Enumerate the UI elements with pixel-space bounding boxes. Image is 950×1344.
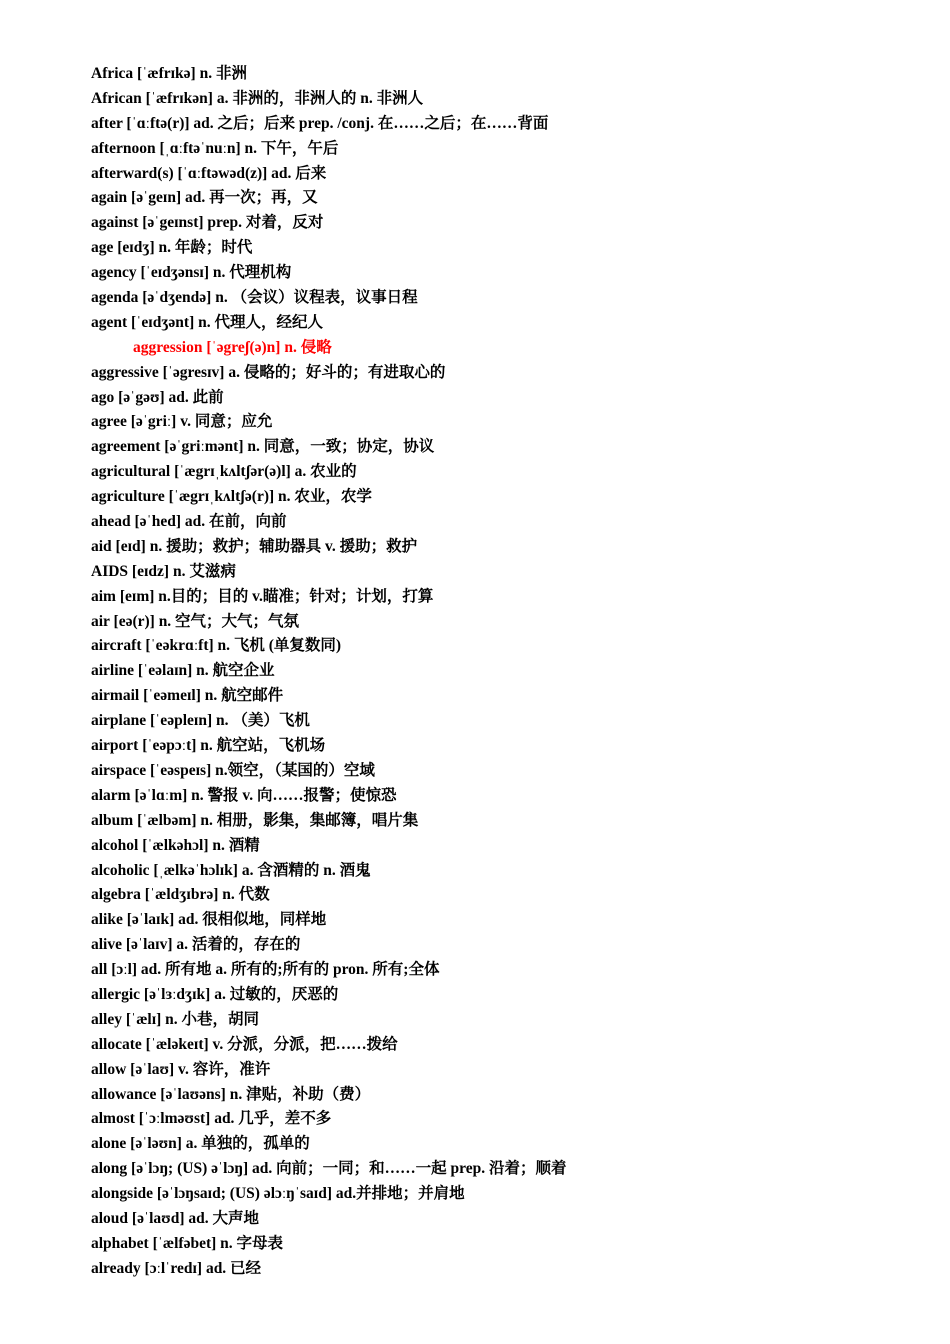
vocabulary-entry: allergic [əˈlɜːdʒɪk] a. 过敏的，厌恶的 [91, 985, 339, 1003]
vocabulary-entry: age [eɪdʒ] n. 年龄；时代 [91, 239, 253, 257]
vocabulary-entry: almost [ˈɔːlməʊst] ad. 几乎，差不多 [91, 1110, 332, 1128]
vocabulary-entry: all [ɔːl] ad. 所有地 a. 所有的;所有的 pron. 所有;全体 [91, 961, 440, 979]
vocabulary-entry: ahead [əˈhed] ad. 在前，向前 [91, 513, 287, 531]
vocabulary-entry: alley [ˈælɪ] n. 小巷，胡同 [91, 1010, 260, 1028]
vocabulary-entry: ago [əˈgəʊ] ad. 此前 [91, 388, 224, 406]
vocabulary-entry-highlighted: aggression [ˈəgreʃ(ə)n] n. 侵略 [133, 338, 332, 356]
vocabulary-entry: agree [əˈgriː] v. 同意；应允 [91, 413, 273, 431]
vocabulary-entry: alone [əˈləʊn] a. 单独的，孤单的 [91, 1135, 310, 1153]
vocabulary-entry: again [əˈgeɪn] ad. 再一次；再，又 [91, 189, 318, 207]
vocabulary-entry: afterward(s) [ˈɑːftəwəd(z)] ad. 后来 [91, 164, 327, 182]
vocabulary-entry: agriculture [ˈægrɪˌkʌltʃə(r)] n. 农业，农学 [91, 488, 372, 506]
vocabulary-entry: aim [eɪm] n.目的；目的 v.瞄准；针对；计划，打算 [91, 587, 434, 605]
vocabulary-entry: alive [əˈlaɪv] a. 活着的，存在的 [91, 936, 301, 954]
vocabulary-entry: algebra [ˈældʒɪbrə] n. 代数 [91, 886, 270, 904]
vocabulary-entry: aid [eɪd] n. 援助；救护；辅助器具 v. 援助；救护 [91, 537, 418, 555]
vocabulary-entry: agent [ˈeɪdʒənt] n. 代理人，经纪人 [91, 313, 323, 331]
vocabulary-entry: Africa [ˈæfrɪkə] n. 非洲 [91, 65, 247, 82]
vocabulary-entry: aloud [əˈlaʊd] ad. 大声地 [91, 1209, 260, 1227]
vocabulary-entry: allowance [əˈlaʊəns] n. 津贴，补助（费） [91, 1085, 371, 1103]
vocabulary-entry: after [ˈɑːftə(r)] ad. 之后；后来 prep. /conj. 在……之后；在……背面 [91, 114, 549, 132]
vocabulary-entry: airspace [ˈeəspeɪs] n.领空，（某国的）空域 [91, 761, 375, 779]
vocabulary-entry: aircraft [ˈeəkrɑːft] n. 飞机 (单复数同) [91, 637, 342, 655]
vocabulary-entry: album [ˈælbəm] n. 相册，影集，集邮簿，唱片集 [91, 811, 419, 829]
vocabulary-entry: alcoholic [ˌælkəˈhɔlɪk] a. 含酒精的 n. 酒鬼 [91, 861, 371, 879]
vocabulary-entry: agreement [əˈgriːmənt] n. 同意，一致；协定，协议 [91, 438, 435, 456]
vocabulary-entry: African [ˈæfrɪkən] a. 非洲的，非洲人的 n. 非洲人 [91, 89, 424, 107]
vocabulary-entry: aggressive [ˈəgresɪv] a. 侵略的；好斗的；有进取心的 [91, 363, 446, 381]
vocabulary-entry: along [əˈlɔŋ; (US) əˈlɔŋ] ad. 向前；一同；和……一起 prep. 沿着；顺着 [91, 1160, 567, 1178]
vocabulary-entry: airplane [ˈeəpleɪn] n. （美）飞机 [91, 712, 310, 730]
vocabulary-entry: agency [ˈeɪdʒənsɪ] n. 代理机构 [91, 264, 292, 282]
vocabulary-entry: allocate [ˈæləkeɪt] v. 分派，分派，把……拨给 [91, 1035, 398, 1053]
vocabulary-entry: airmail [ˈeəmeɪl] n. 航空邮件 [91, 687, 284, 705]
vocabulary-entry: alcohol [ˈælkəhɔl] n. 酒精 [91, 836, 260, 854]
vocabulary-entry: afternoon [ˌɑːftəˈnuːn] n. 下午，午后 [91, 139, 339, 157]
vocabulary-entry: AIDS [eɪdz] n. 艾滋病 [91, 562, 236, 580]
vocabulary-list [91, 62, 911, 1282]
vocabulary-entry: allow [əˈlaʊ] v. 容许，准许 [91, 1060, 271, 1078]
vocabulary-entry: against [əˈgeɪnst] prep. 对着，反对 [91, 214, 324, 232]
vocabulary-entry: agenda [əˈdʒendə] n. （会议）议程表，议事日程 [91, 289, 418, 307]
vocabulary-entry: alphabet [ˈælfəbet] n. 字母表 [91, 1234, 284, 1252]
vocabulary-entry: alongside [əˈlɔŋsaɪd; (US) əlɔːŋˈsaɪd] ad.并排地；并肩地 [91, 1185, 465, 1203]
vocabulary-entry: already [ɔːlˈredɪ] ad. 已经 [91, 1259, 262, 1277]
vocabulary-entry: alike [əˈlaɪk] ad. 很相似地，同样地 [91, 911, 327, 929]
vocabulary-entry: air [eə(r)] n. 空气；大气；气氛 [91, 612, 300, 630]
vocabulary-entry: agricultural [ˈægrɪˌkʌltʃər(ə)l] a. 农业的 [91, 463, 357, 481]
vocabulary-entry: alarm [əˈlɑːm] n. 警报 v. 向……报警；使惊恐 [91, 786, 397, 804]
vocabulary-entry: airport [ˈeəpɔːt] n. 航空站，飞机场 [91, 737, 326, 755]
vocabulary-entry: airline [ˈeəlaɪn] n. 航空企业 [91, 662, 275, 680]
